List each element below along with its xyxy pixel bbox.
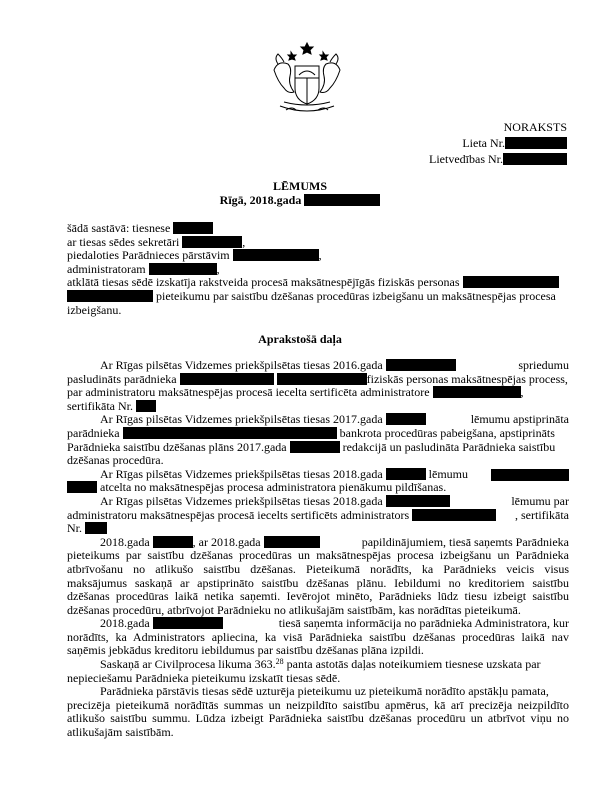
paragraph-text: , ar 2018.gada — [192, 534, 261, 549]
redaction — [149, 263, 217, 275]
paragraph-text: 2018.gada — [100, 534, 150, 549]
redaction — [386, 495, 450, 507]
redaction — [503, 153, 567, 165]
redaction — [386, 468, 426, 480]
paragraph-text: redakcijā un pasludināta Parādnieka saistību — [342, 439, 556, 454]
paragraph-text: norādīts, ka Administrators apliecina, ka visā Parādnieka saistību dzēšanas procedūras laikā nav — [67, 630, 569, 644]
paragraph-text: spriedumu — [518, 358, 569, 372]
paragraph-text: parādnieka — [67, 425, 120, 440]
redaction — [433, 386, 521, 398]
composition-line: pieteikumu par saistību dzēšanas procedūras izbeigšanu un maksātnespējas procesa — [156, 288, 556, 303]
footnote-superscript: 28 — [275, 657, 284, 667]
paragraph-text: sertifikāta Nr. — [67, 398, 133, 413]
case-number-label: Lieta Nr. — [462, 136, 505, 150]
section-title: Aprakstošā daļa — [258, 332, 342, 346]
composition-line: piedaloties Parādnieces pārstāvim — [67, 248, 230, 263]
paragraph-text: Nr. — [67, 521, 82, 536]
redaction — [136, 400, 156, 412]
redaction — [412, 509, 496, 521]
paragraph-text: atlikušo saistību summu. Lūdza izbeigt Parādnieka saistību dzēšanas procedūru un atbrīvot viņu no — [67, 712, 569, 726]
paragraph-text: lēmumu — [428, 466, 468, 481]
paragraph-text: precizēja pieteikumā norādītās summas un neizpildīto saistību apmērus, kā arī precizēja neizpildīto — [67, 698, 569, 712]
paragraph-text: Ar Rīgas pilsētas Vidzemes priekšpilsētas tiesas 2018.gada — [100, 466, 383, 481]
document-title: LĒMUMS — [273, 179, 327, 193]
paragraph-text: lēmumu par — [511, 493, 569, 508]
paragraph-text: Parādnieka saistību dzēšanas plāns 2017.gada — [67, 439, 287, 454]
paragraph-text: fiziskās personas maksātnespējas process, — [366, 371, 568, 386]
composition-line: ar tiesas sēdes sekretāri — [67, 234, 180, 249]
paragraph-text: pieteikums par saistību dzēšanas procedūras un maksātnespējas procesa izbeigšanu un Parādnieka — [67, 549, 569, 563]
composition-line: izbeigšanu. — [67, 302, 122, 317]
paragraph-text: 2018.gada — [100, 616, 150, 631]
paragraph-text: administratoru maksātnespējas procesā iecelts sertificēts administrators — [67, 507, 410, 522]
redaction — [290, 441, 340, 453]
paragraph-text: dzēšanas procedūras laikā netika saņemti. Ievērojot minēto, Parādnieks lūdz tiesu izbeigt saistību — [67, 590, 569, 604]
paragraph-text: atcelta no maksātnespējas procesa administratora pienākumu pildīšanas. — [100, 480, 447, 495]
redaction — [491, 469, 569, 481]
redaction — [67, 481, 97, 493]
descriptive-part: Ar Rīgas pilsētas Vidzemes priekšpilsētas tiesas 2016.gada spriedumu pasludināts parādnieka fiziskās personas maksātnespējas process, par administratoru maksātnespējas procesā iecelta sertificēta administratore , sertifikāta Nr. Ar Rīgas pilsētas Vidzemes priekšpilsētas tiesas 2017.gada lēmumu apstiprināta parādnieka bankrota procedūras pabeigšana, apstiprināts Parādnieka saistību dzēšanas plāns 2017.gada redakcijā un pasludināta Parādnieka saistību dzēšanas procedūra. Ar Rīgas pilsētas Vidzemes priekšpilsētas tiesas 2018.gada lēmumu atcelta no maksātnespējas procesa administratora pienākumu pildīšanas. Ar Rīgas pilsētas Vidzemes priekšpilsētas tiesas 2018.gada lēmumu par administratoru maksātnespējas procesā iecelts sertificēts administrators , sertifikāta Nr. 2018.gada , ar 2018.gada papildinājumiem, tiesā saņemts Parādnieka pieteikums par saistību dzēšanas procedūras un maksātnespējas procesa izbeigšanu un Parādnieka atbrīvošanu no atlikušo saistību dzēšanas. Pieteikumā norādīts, ka Parādnieks veicis visus maksājumus saskaņā ar apstiprināto saistību dzēšanas plānu. Iebildumi no kreditoriem saistību dzēšanas procedūras laikā netika saņemti. Ievērojot minēto, Parādnieks lūdz tiesu izbeigt saistību dzēšanas procedūru, atbrīvojot Parādnieku no atlikušajām saistībām, kas norādītas pieteikumā. 2018.gada tiesā saņemta informācija no parādnieka Administratora, kur norādīts, ka Administrators apliecina, ka visā Parādnieka saistību dzēšanas procedūras laikā nav saņēmis jebkādus kreditoru iebildumus par saistību dzēšanas plāna izpildi. Saskaņā ar Civilprocesa likuma 363.28 panta astotās daļas noteikumiem tiesnese uzskata par nepieciešamu Parādnieka pieteikumu izskatīt tiesas sēdē. Parādnieka pārstāvis tiesas sēdē uzturēja pieteikumu uz pieteikumā norādīto apstākļu pamata, precizēja pieteikumā norādītās summas un neizpildīto saistību apmērus, kā arī precizēja neizpildīto atlikušo saistību summu. Lūdza izbeigt Parādnieka saistību dzēšanas procedūru un atbrīvot viņu no atlikušajām saistībām. — [67, 358, 569, 740]
redaction — [123, 427, 337, 439]
paragraph-text: maksājumus saskaņā ar apstiprināto saistību dzēšanas plānu. Iebildumi no kreditoriem saistību — [67, 576, 569, 590]
redaction — [233, 249, 319, 261]
paragraph-text: atbrīvošanu no atlikušo saistību dzēšanas. Pieteikumā norādīts, ka Parādnieks veicis visus — [67, 562, 569, 576]
document-header — [429, 121, 567, 169]
records-number-label: Lietvedības Nr. — [429, 152, 503, 166]
noraksts-label: NORAKSTS — [503, 120, 567, 134]
redaction — [180, 373, 274, 385]
paragraph-text: Parādnieka pārstāvis tiesas sēdē uzturēja pieteikumu uz pieteikumā norādīto apstākļu pamata, — [100, 685, 549, 699]
composition-line: šādā sastāvā: tiesnese — [67, 221, 171, 235]
paragraph-text: Ar Rīgas pilsētas Vidzemes priekšpilsētas tiesas 2018.gada — [100, 493, 383, 508]
paragraph-text: saņēmis jebkādus kreditoru iebildumus par saistību dzēšanas plāna izpildi. — [67, 643, 424, 658]
redaction — [153, 617, 223, 629]
paragraph-text: bankrota procedūras pabeigšana, apstiprināts — [339, 425, 555, 440]
document-place-date: Rīgā, 2018.gada — [0, 194, 600, 208]
redaction — [182, 236, 242, 248]
paragraph-text: papildinājumiem, tiesā saņemts Parādnieka — [361, 534, 569, 549]
coat-of-arms-icon — [266, 40, 348, 120]
redaction — [67, 290, 153, 302]
paragraph-text: Ar Rīgas pilsētas Vidzemes priekšpilsētas tiesas 2016.gada — [100, 358, 383, 372]
paragraph-text: lēmumu apstiprināta — [470, 412, 569, 427]
paragraph-text: tiesā saņemta informācija no parādnieka Administratora, kur — [278, 616, 569, 631]
redaction — [173, 222, 213, 234]
composition-line: administratoram — [67, 261, 146, 276]
paragraph-text: Saskaņā ar Civilprocesa likuma 363. — [100, 657, 276, 672]
redaction — [277, 373, 367, 385]
paragraph-text: par administratoru maksātnespējas procesā iecelta sertificēta administratore — [67, 385, 430, 400]
composition-line: atklātā tiesas sēdē izskatīja rakstveida procesā maksātnespējīgās fiziskās personas — [67, 275, 460, 290]
paragraph-text: pasludināts parādnieka — [67, 371, 177, 386]
redaction — [264, 536, 320, 548]
redaction — [153, 536, 193, 548]
paragraph-text: nepieciešamu Parādnieka pieteikumu izskatīt tiesas sēdē. — [67, 670, 341, 685]
redaction — [85, 522, 107, 534]
paragraph-text: dzēšanas procedūra. — [67, 453, 164, 468]
paragraph-text: Ar Rīgas pilsētas Vidzemes priekšpilsētas tiesas 2017.gada — [100, 412, 383, 427]
court-composition: šādā sastāvā: tiesnese ar tiesas sēdes sekretāri , piedaloties Parādnieces pārstāvim , administratoram , atklātā tiesas sēdē izskatīja rakstveida procesā maksātnespējīgās fiziskās personas pieteikumu par saistību dzēšanas procedūras izbeigšanu un maksātnespējas procesa izbeigšanu. — [67, 222, 569, 317]
paragraph-text: atlikušajām saistībām. — [67, 725, 174, 740]
redaction — [505, 137, 567, 149]
paragraph-text: panta astotās daļas noteikumiem tiesnese uzskata par — [283, 657, 541, 672]
paragraph-text: dzēšanas procedūru, atbrīvojot Parādnieku no atlikušajām saistībām, kas norādītas pieteikumā. — [67, 602, 521, 617]
paragraph-text: , sertifikāta — [515, 507, 569, 522]
redaction — [463, 276, 559, 288]
redaction — [386, 359, 456, 371]
redaction — [304, 194, 380, 206]
redaction — [386, 413, 426, 425]
